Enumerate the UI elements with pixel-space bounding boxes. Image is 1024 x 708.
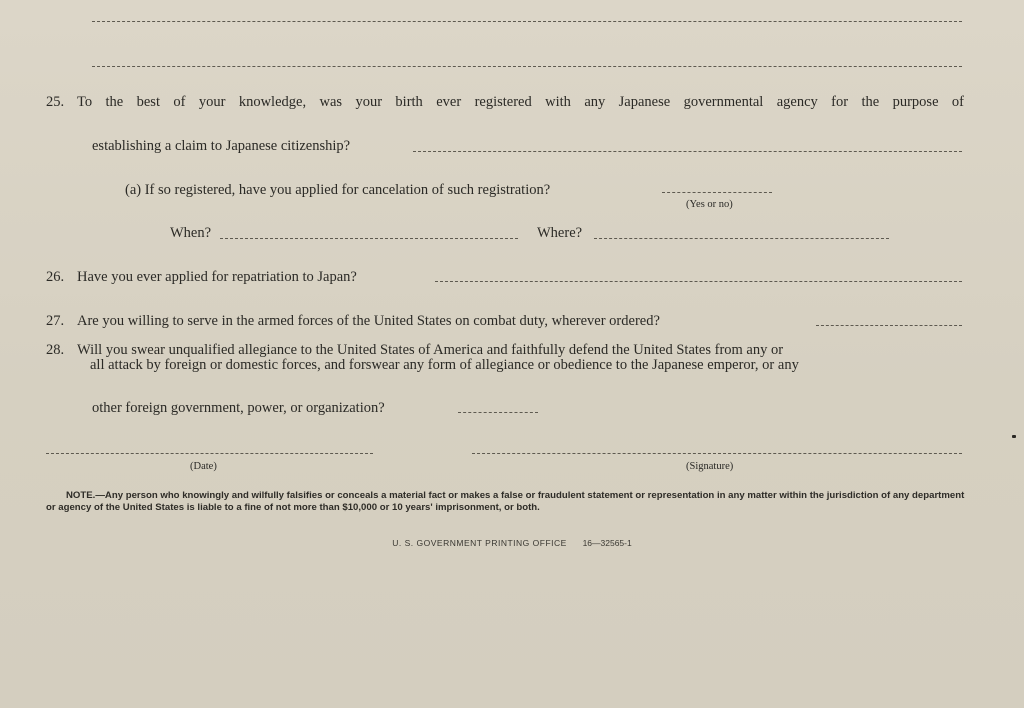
q26-text: Have you ever applied for repatriation to Japan?: [77, 269, 357, 285]
note-text: —Any person who knowingly and wilfully falsifies or conceals a material fact or makes a false or fraudulent statement or representation in any matter within the jurisdiction of any department or agency of the United States is liable to a fine of not more than $10,000 or 10 years' imprisonment, or both.: [46, 490, 965, 513]
q27-text: Are you willing to serve in the armed forces of the United States on combat duty, wherever ordered?: [77, 313, 660, 329]
printer-name: U. S. GOVERNMENT PRINTING OFFICE: [392, 538, 567, 548]
q25-answer-line[interactable]: [413, 151, 962, 152]
q25a-hint: (Yes or no): [686, 199, 733, 210]
date-label: (Date): [190, 461, 217, 472]
q25a-answer-line[interactable]: [662, 192, 772, 193]
paper-speck: [1012, 435, 1016, 438]
q25-line1: To the best of your knowledge, was your birth ever registered with any Japanese governmental agency for the purpose of: [77, 94, 964, 110]
date-line[interactable]: [46, 453, 373, 454]
q25-where-label: Where?: [537, 225, 583, 241]
q25-when-line[interactable]: [220, 238, 518, 239]
q28-answer-line[interactable]: [458, 412, 538, 413]
q28-line1: Will you swear unqualified allegiance to the United States of America and faithfully defend the United States from any or: [77, 342, 784, 358]
legal-note: [46, 490, 976, 514]
answer-line-top-1[interactable]: [92, 21, 962, 22]
signature-line[interactable]: [472, 453, 962, 454]
q28-line3: other foreign government, power, or organization?: [92, 400, 385, 416]
note-lead: NOTE.: [66, 490, 96, 501]
printer-footer: [0, 538, 1024, 548]
q28-number: 28.: [46, 342, 65, 358]
q25a-question: (a) If so registered, have you applied for cancelation of such registration?: [125, 182, 551, 198]
q25-line2: establishing a claim to Japanese citizenship?: [92, 138, 351, 154]
form-code: 16—32565-1: [582, 538, 632, 548]
q25-number: 25.: [46, 94, 65, 110]
q25-where-line[interactable]: [594, 238, 889, 239]
q28-line2: all attack by foreign or domestic forces, and forswear any form of allegiance or obedience to the Japanese emperor, or any: [90, 357, 799, 373]
q25-when-label: When?: [170, 225, 212, 241]
answer-line-top-2[interactable]: [92, 66, 962, 67]
signature-label: (Signature): [686, 461, 734, 472]
q27-number: 27.: [46, 313, 65, 329]
q26-number: 26.: [46, 269, 65, 285]
q26-answer-line[interactable]: [435, 281, 962, 282]
q27-answer-line[interactable]: [816, 325, 962, 326]
